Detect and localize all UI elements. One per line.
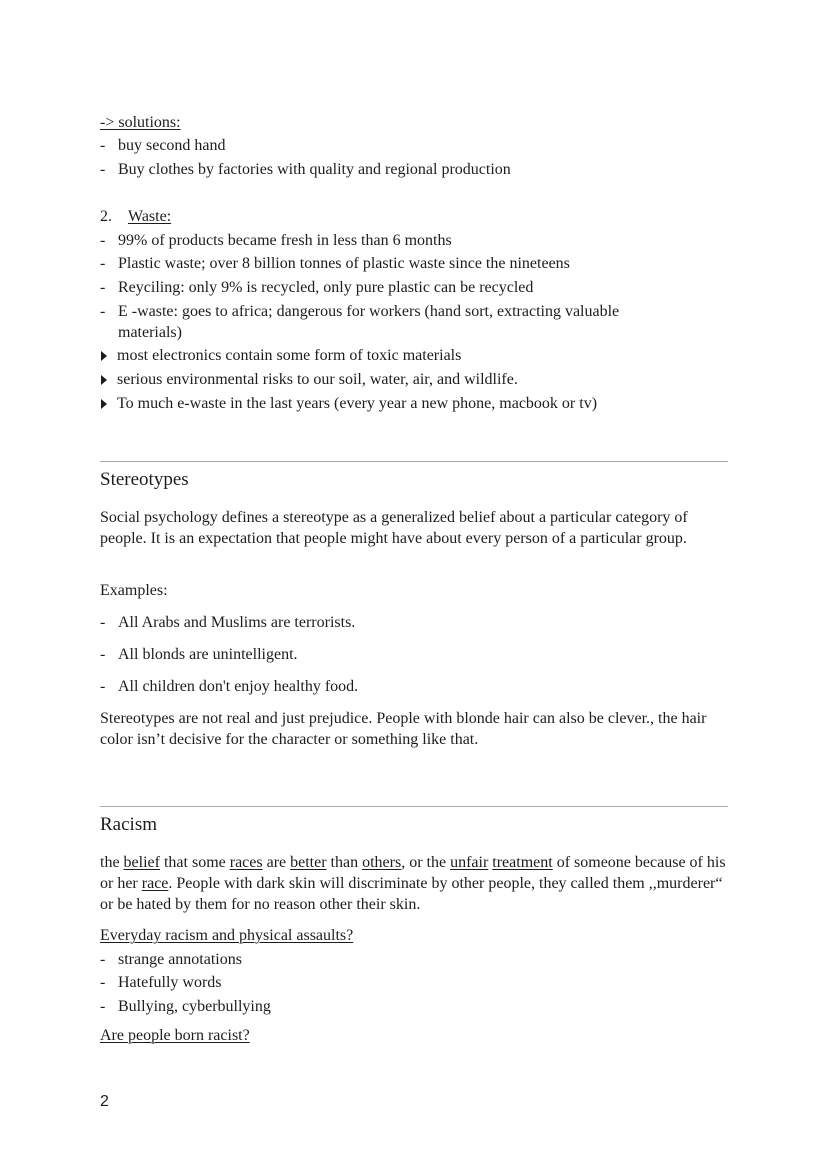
arrow-item: serious environmental risks to our soil, water, air, and wildlife. [117,371,518,388]
bullet-dash: - [100,303,106,320]
racism-item: Bullying, cyberbullying [118,998,271,1015]
racism-definition: the belief that some races are better than others, or the unfair treatment of someone because of his or her race. People with dark skin will discriminate by other people, they called them ,,murderer“ or be hated by them for no reason other their skin. [100,854,726,913]
bullet-dash: - [100,255,106,272]
underlined-word: race [141,875,169,892]
racism-heading: Racism [100,814,157,835]
page-number: 2 [100,1093,109,1110]
underlined-word: unfair [450,854,489,871]
solution-item: Buy clothes by factories with quality and regional production [118,161,511,178]
bullet-dash: - [100,614,106,631]
bullet-dash: - [100,646,106,663]
arrow-item: most electronics contain some form of toxic materials [117,347,462,364]
stereotypes-definition: Social psychology defines a stereotype as a generalized belief about a particular category of people. It is an expectation that people might have about every person of a particular group. [100,509,688,547]
waste-item-ewaste-cont: materials) [118,324,182,341]
triangle-bullet-icon [101,351,107,361]
underlined-word: belief [123,854,160,871]
solution-item: buy second hand [118,137,226,154]
bullet-dash: - [100,137,106,154]
examples-label: Examples: [100,582,168,599]
stereotypes-conclusion: Stereotypes are not real and just prejudice. People with blonde hair can also be clever., the hair color isn’t decisive for the character or something like that. [100,710,707,748]
everyday-racism-question: Everyday racism and physical assaults? [100,927,354,944]
underlined-word: races [229,854,263,871]
bullet-dash: - [100,951,106,968]
underlined-word: treatment [492,854,553,871]
bullet-dash: - [100,974,106,991]
waste-title: Waste: [128,208,172,225]
solutions-label: -> solutions: [100,114,181,131]
bullet-dash: - [100,678,106,695]
bullet-dash: - [100,998,106,1015]
section-divider [100,461,728,462]
underlined-word: better [290,854,327,871]
racism-item: strange annotations [118,951,242,968]
section-divider [100,806,728,807]
example-item: All Arabs and Muslims are terrorists. [118,614,356,631]
arrow-item: To much e-waste in the last years (every year a new phone, macbook or tv) [117,395,598,412]
example-item: All children don't enjoy healthy food. [118,678,359,695]
waste-number: 2. [100,208,112,225]
example-item: All blonds are unintelligent. [118,646,298,663]
waste-item: 99% of products became fresh in less than 6 months [118,232,452,249]
waste-item: Reyciling: only 9% is recycled, only pure plastic can be recycled [118,279,534,296]
triangle-bullet-icon [101,375,107,385]
waste-item-ewaste: E -waste: goes to africa; dangerous for workers (hand sort, extracting valuable [118,303,620,320]
born-racist-question: Are people born racist? [100,1027,250,1044]
bullet-dash: - [100,232,106,249]
bullet-dash: - [100,161,106,178]
underlined-word: others [362,854,402,871]
waste-item: Plastic waste; over 8 billion tonnes of plastic waste since the nineteens [118,255,570,272]
racism-item: Hatefully words [118,974,222,991]
stereotypes-heading: Stereotypes [100,469,189,490]
triangle-bullet-icon [101,399,107,409]
bullet-dash: - [100,279,106,296]
